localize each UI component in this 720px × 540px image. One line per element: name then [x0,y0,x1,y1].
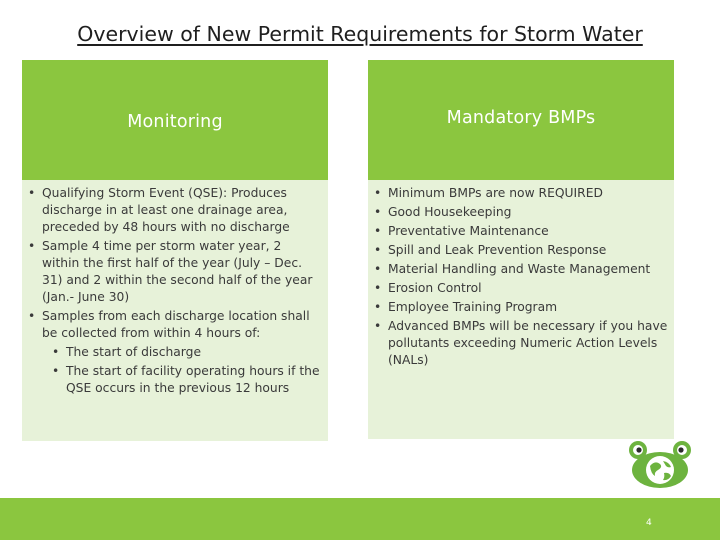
bmps-body [368,180,674,439]
bmp-item: • Good Housekeeping [374,204,668,221]
bmp-item: • Preventative Maintenance [374,223,668,240]
footer-bar [0,498,720,540]
monitoring-panel [22,60,328,441]
bmp-item: • Erosion Control [374,280,668,297]
bmps-heading: Mandatory BMPs [446,108,596,128]
monitoring-item: • Sample 4 time per storm water year, 2 within the first half of the year (July – Dec. 31) and 2 within the second half of the year (Jan.- June 30) [28,238,322,306]
frog-globe-logo-icon [626,440,694,490]
monitoring-item-text: Samples from each discharge location shall be collected from within 4 hours of: [42,309,310,340]
bmp-item: • Spill and Leak Prevention Response [374,242,668,259]
bmps-panel [368,60,674,439]
bmp-item: • Advanced BMPs will be necessary if you have pollutants exceeding Numeric Action Levels (NALs) [374,318,668,369]
monitoring-body [22,180,328,441]
bmp-item: • Employee Training Program [374,299,668,316]
page-number: 4 [646,518,652,528]
monitoring-sub-item: • The start of facility operating hours if the QSE occurs in the previous 12 hours [42,363,322,397]
bmps-header [368,60,674,180]
monitoring-item [28,308,322,397]
bmp-item: • Material Handling and Waste Management [374,261,668,278]
monitoring-heading: Monitoring [127,112,223,132]
monitoring-sub-item: • The start of discharge [42,344,322,361]
bmp-item: • Minimum BMPs are now REQUIRED [374,185,668,202]
monitoring-header [22,60,328,180]
monitoring-item: • Qualifying Storm Event (QSE): Produces discharge in at least one drainage area, preceded by 48 hours with no discharge [28,185,322,236]
slide-title: Overview of New Permit Requirements for Storm Water [77,22,643,46]
